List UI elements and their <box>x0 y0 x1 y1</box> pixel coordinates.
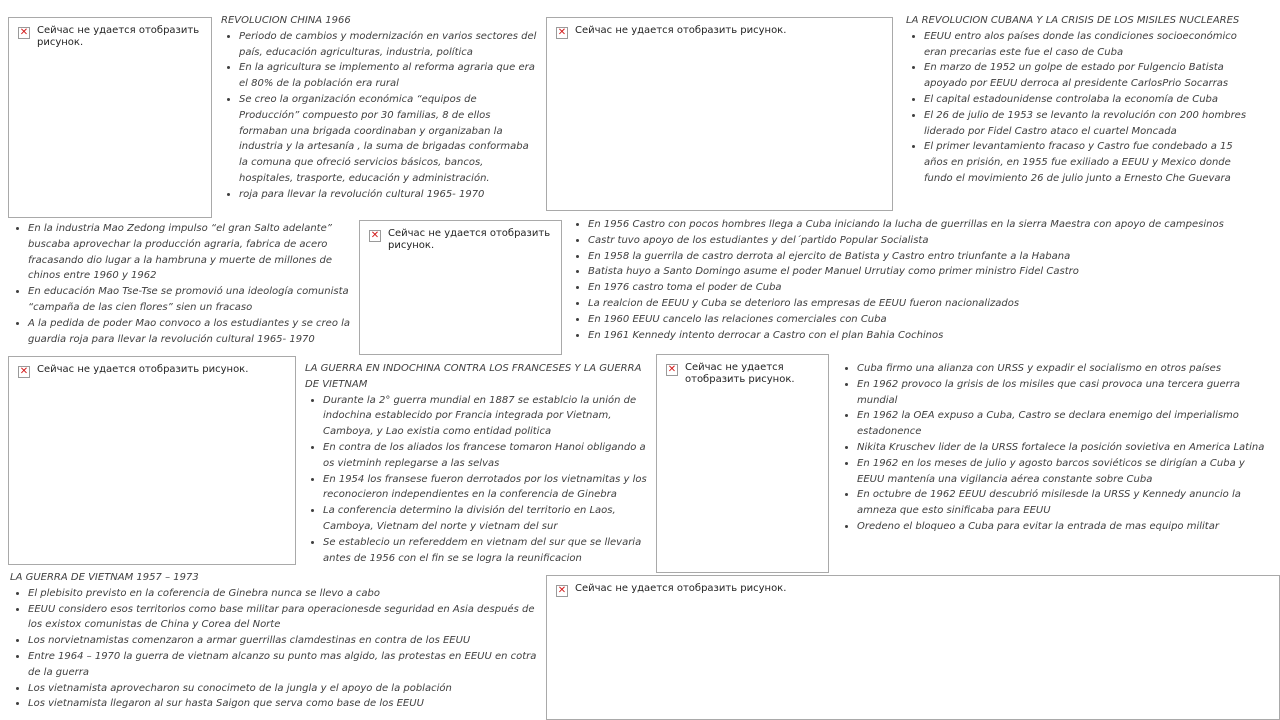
image-placeholder-missiles <box>656 354 829 573</box>
section-title: LA GUERRA EN INDOCHINA CONTRA LOS FRANCESES Y LA GUERRA DE VIETNAM <box>305 363 642 390</box>
list-item: • En 1954 los fransese fueron derrotados por los vietnamitas y los reconocieron independientes en la conferencia de Ginebra <box>323 472 655 504</box>
list-item: • En 1962 provoco la grisis de los misiles que casi provoca una tercera guerra mundial <box>857 377 1267 409</box>
section-title: REVOLUCION CHINA 1966 <box>221 15 351 26</box>
list-item: • Durante la 2° guerra mundial en 1887 se establcio la unión de indochina establecido por Francia integrada por Vietnam, Camboya, y Lao existia como entidad politica <box>323 393 655 440</box>
list-item: • Entre 1964 – 1970 la guerra de vietnam alcanzo su punto mas algido, las protestas en EEUU en cotra de la guerra <box>28 649 542 681</box>
cuba-revolution-continued <box>570 217 1276 343</box>
list-item: • Cuba firmo una alianza con URSS y expadir el socialismo en otros países <box>857 361 1267 377</box>
bullet-list <box>305 393 655 567</box>
list-item: • Batista huyo a Santo Domingo asume el poder Manuel Urrutiay como primer ministro Fidel Castro <box>588 264 1276 280</box>
list-item: • La realcion de EEUU y Cuba se deterioro las empresas de EEUU fueron nacionalizados <box>588 296 1276 312</box>
bullet-list <box>906 29 1258 187</box>
broken-image-icon: ✕ <box>557 585 567 596</box>
list-item: • Los norvietnamistas comenzaron a armar guerrillas clamdestinas en contra de los EEUU <box>28 633 542 649</box>
list-item: • El primer levantamiento fracaso y Castro fue condebado a 15 años en prisión, en 1955 fue exiliado a EEUU y Mexico donde fundo el movimiento 26 de julio junto a Ernesto Che Guevara <box>924 139 1258 186</box>
list-item: • El plebisito previsto en la coferencia de Ginebra nunca se llevo a cabo <box>28 586 542 602</box>
list-item: • Nikita Kruschev lider de la URSS fortalece la posición sovietiva en America Latina <box>857 440 1267 456</box>
image-placeholder-text: Сейчас не удается отобразить рисунок. <box>37 364 249 375</box>
china-revolution-continued <box>10 221 360 347</box>
bullet-list <box>839 361 1267 535</box>
list-item: • roja para llevar la revolución cultural 1965- 1970 <box>239 187 539 203</box>
list-item: • EEUU entro alos países donde las condiciones socioeconómico eran precarias este fue el caso de Cuba <box>924 29 1258 61</box>
image-placeholder-text: Сейчас не удается отобразить рисунок. <box>575 583 787 594</box>
image-placeholder-vietnam <box>546 575 1280 720</box>
list-item: • A la pedida de poder Mao convoco a los estudiantes y se creo la guardia roja para llevar la revolución cultural 1965- 1970 <box>28 316 360 348</box>
section-title: LA REVOLUCION CUBANA Y LA CRISIS DE LOS MISILES NUCLEARES <box>906 15 1240 26</box>
image-placeholder-cuba <box>546 17 893 211</box>
broken-image-icon: ✕ <box>19 27 29 38</box>
bullet-list <box>570 217 1276 343</box>
list-item: • Los vietnamista aprovecharon su conocimeto de la jungla y el apoyo de la población <box>28 681 542 697</box>
indochina-war-section <box>305 361 655 566</box>
list-item: • La conferencia determino la división del territorio en Laos, Camboya, Vietnam del norte y vietnam del sur <box>323 503 655 535</box>
list-item: • Los vietnamista llegaron al sur hasta Saigon que serva como base de los EEUU <box>28 696 542 712</box>
missile-crisis-section <box>839 361 1267 535</box>
list-item: • En octubre de 1962 EEUU descubrió misilesde la URSS y Kennedy anuncio la amneza que esto sinificaba para EEUU <box>857 487 1267 519</box>
bullet-list <box>10 221 360 347</box>
broken-image-icon: ✕ <box>667 364 677 375</box>
list-item: • En 1976 castro toma el poder de Cuba <box>588 280 1276 296</box>
list-item: • En 1962 en los meses de julio y agosto barcos soviéticos se dirigían a Cuba y EEUU mantenía una vigilancia aérea constante sobre Cuba <box>857 456 1267 488</box>
list-item: • Se establecio un refereddem en vietnam del sur que se llevaria antes de 1956 con el fin se se logra la reunificacion <box>323 535 655 567</box>
list-item: • En contra de los aliados los francese tomaron Hanoi obligando a os vietminh replegarse a las selvas <box>323 440 655 472</box>
cuba-revolution-section <box>906 13 1258 187</box>
image-placeholder-text: Сейчас не удается отобразить рисунок. <box>685 362 795 385</box>
broken-image-icon: ✕ <box>19 366 29 377</box>
list-item: • El 26 de julio de 1953 se levanto la revolución con 200 hombres liderado por Fidel Castro ataco el cuartel Moncada <box>924 108 1258 140</box>
image-placeholder-text: Сейчас не удается отобразить рисунок. <box>37 25 200 48</box>
image-placeholder-text: Сейчас не удается отобразить рисунок. <box>388 228 551 251</box>
list-item: • En marzo de 1952 un golpe de estado por Fulgencio Batista apoyado por EEUU derroca al presidente CarlosPrio Socarras <box>924 60 1258 92</box>
china-revolution-section <box>221 13 539 203</box>
list-item: • En 1958 la guerrila de castro derrota al ejercito de Batista y Castro entro triunfante a la Habana <box>588 249 1276 265</box>
image-placeholder-indochina <box>8 356 296 565</box>
list-item: • El capital estadounidense controlaba la economía de Cuba <box>924 92 1258 108</box>
section-title: LA GUERRA DE VIETNAM 1957 – 1973 <box>10 572 199 583</box>
bullet-list <box>221 29 539 203</box>
list-item: • Oredeno el bloqueo a Cuba para evitar la entrada de mas equipo militar <box>857 519 1267 535</box>
list-item: • En educación Mao Tse-Tse se promovió una ideología comunista “campaña de las cien flores” sien un fracaso <box>28 284 360 316</box>
list-item: • Se creo la organización económica “equipos de Producción” compuesto por 30 familias, 8 de ellos formaban una brigada coordinaban y organizaban la industria y la artesanía , la suma de brigadas conformaba la comuna que ofreció servicios básicos, bancos, hospitales, trasporte, educación y administración. <box>239 92 539 187</box>
list-item: • Castr tuvo apoyo de los estudiantes y del´partido Popular Socialista <box>588 233 1276 249</box>
broken-image-icon: ✕ <box>557 27 567 38</box>
image-placeholder-china-2 <box>359 220 562 355</box>
list-item: • Periodo de cambios y modernización en varios sectores del país, educación agriculturas, industria, política <box>239 29 539 61</box>
list-item: • En la industria Mao Zedong impulso “el gran Salto adelante” buscaba aprovechar la producción agraria, fabrica de acero fracasando dio lugar a la hambruna y muerte de millones de chinos entre 1960 y 1962 <box>28 221 360 284</box>
vietnam-war-section <box>10 570 542 712</box>
list-item: • En 1961 Kennedy intento derrocar a Castro con el plan Bahia Cochinos <box>588 328 1276 344</box>
image-placeholder-text: Сейчас не удается отобразить рисунок. <box>575 25 787 36</box>
list-item: • En 1956 Castro con pocos hombres llega a Cuba iniciando la lucha de guerrillas en la sierra Maestra con apoyo de campesinos <box>588 217 1276 233</box>
broken-image-icon: ✕ <box>370 230 380 241</box>
list-item: • EEUU considero esos territorios como base militar para operacionesde seguridad en Asia después de los existox comunistas de China y Corea del Norte <box>28 602 542 634</box>
list-item: • En la agricultura se implemento al reforma agraria que era el 80% de la población era rural <box>239 60 539 92</box>
list-item: • En 1960 EEUU cancelo las relaciones comerciales con Cuba <box>588 312 1276 328</box>
image-placeholder-china <box>8 17 212 218</box>
list-item: • En 1962 la OEA expuso a Cuba, Castro se declara enemigo del imperialismo estadonence <box>857 408 1267 440</box>
bullet-list <box>10 586 542 712</box>
